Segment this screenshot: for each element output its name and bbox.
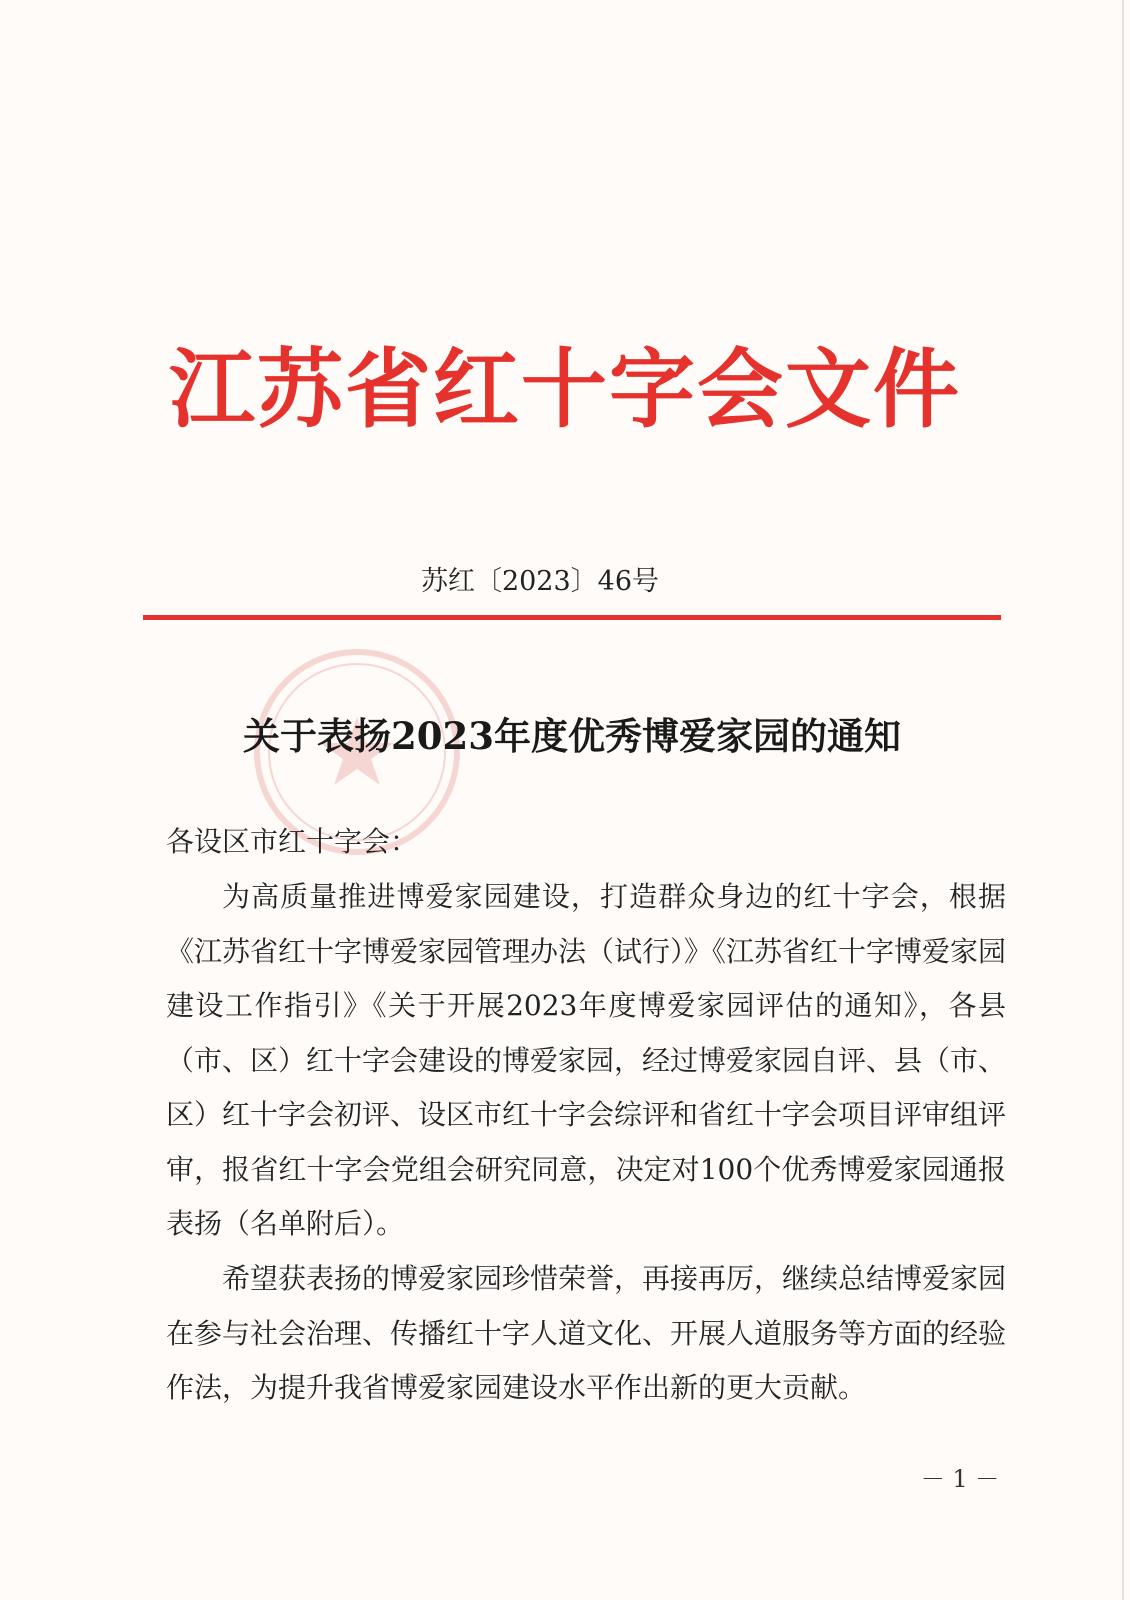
body-paragraph: 为高质量推进博爱家园建设，打造群众身边的红十字会，根据《江苏省红十字博爱家园管理办法（试行）》《江苏省红十字博爱家园建设工作指引》《关于开展2023年度博爱家园评估的通知》，各县（市、区）红十字会建设的博爱家园，经过博爱家园自评、县（市、区）红十字会初评、设区市红十字会综评和省红十字会项目评审组评审，报省红十字会党组会研究同意，决定对100个优秀博爱家园通报表扬（名单附后）。 [166, 880, 1007, 1240]
page-number: － 1 － [920, 1465, 1000, 1493]
document-number: 苏红〔2023〕46号 [420, 566, 660, 597]
red-divider [143, 615, 1001, 620]
body-paragraph: 希望获表扬的博爱家园珍惜荣誉，再接再厉，继续总结博爱家园在参与社会治理、传播红十字人道文化、开展人道服务等方面的经验作法，为提升我省博爱家园建设水平作出新的更大贡献。 [166, 1262, 1007, 1404]
page-edge [1122, 0, 1124, 1600]
addressee: 各设区市红十字会： [166, 825, 419, 858]
document-masthead: 江苏省红十字会文件 [169, 339, 961, 440]
notice-title: 关于表扬2023年度优秀博爱家园的通知 [243, 714, 901, 758]
